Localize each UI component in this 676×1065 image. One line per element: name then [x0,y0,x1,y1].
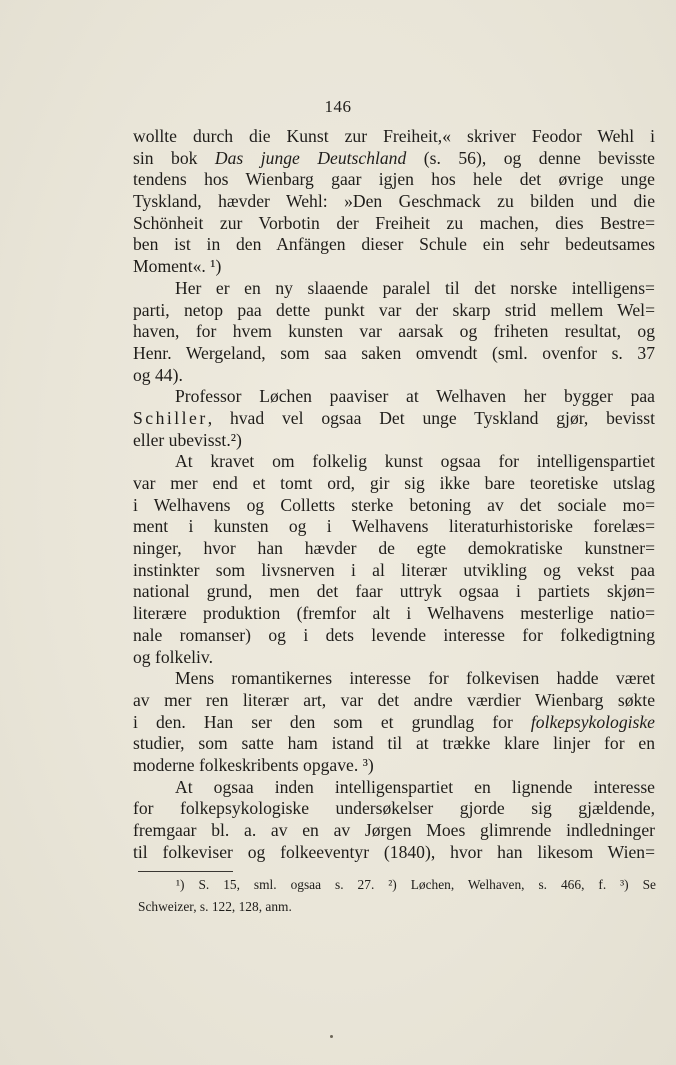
text-line: og 44). [133,364,183,385]
text-fragment: sin bok [133,147,215,168]
text-line: national grund, men det faar uttryk ogsaa i partiets skjøn= [133,581,655,602]
text-line: ninger, hvor han hævder de egte demokratiske kunstner= [133,538,655,559]
paragraph-start-line: Mens romantikernes interesse for folkevisen hadde været [175,668,655,689]
text-line: Henr. Wergeland, som saa saken omvendt (sml. ovenfor s. 37 [133,342,655,363]
text-line: for folkepsykologiske undersøkelser gjorde sig gjældende, [133,798,655,819]
text-line: til folkeviser og folkeeventyr (1840), hvor han likesom Wien= [133,841,655,862]
text-line: haven, for hvem kunsten var aarsak og friheten resultat, og [133,321,655,342]
footnote-separator [138,871,233,872]
text-line: og folkeliv. [133,646,213,667]
text-line: av mer ren literær art, var det andre værdier Wienbarg søkte [133,689,655,710]
text-line: tendens hos Wienbarg gaar igjen hos hele det øvrige unge [133,169,655,190]
text-line-spaced-name [133,408,655,430]
text-line: i Welhavens og Colletts sterke betoning av det sociale mo= [133,494,655,515]
italic-word: folkepsykologiske [530,711,655,732]
text-line: eller ubevisst.²) [133,429,242,450]
spaced-name: Schiller [133,407,208,428]
text-line-with-italic-title [133,148,655,170]
page-number: 146 [324,97,352,116]
footnotes [138,874,656,918]
paper-speck [330,1035,333,1038]
text-line: var mer end et tomt ord, gir sig ikke bare teoretiske utslag [133,473,655,493]
text-line: moderne folkeskribents opgave. ³) [133,754,374,775]
text-line: nale romanser) og i dets levende interesse for folkedigtning [133,624,655,645]
paragraph-start-line: At kravet om folkelig kunst ogsaa for intelligenspartiet [175,451,655,472]
body-text [133,126,655,863]
text-line: Schönheit zur Vorbotin der Freiheit zu machen, dies Bestre= [133,212,655,233]
text-line: studier, som satte ham istand til at trække klare linjer for en [133,733,655,754]
text-line: ment i kunsten og i Welhavens literaturhistoriske forelæs= [133,516,655,537]
text-fragment: , hvad vel ogsaa Det unge Tyskland gjør, bevisst [207,407,655,428]
text-fragment: i den. Han ser den som et grundlag for [133,711,531,732]
text-line-with-italic-word [133,712,655,734]
text-line: instinkter som livsnerven i al literær utvikling og vekst paa [133,559,655,580]
paragraph-start-line: At ogsaa inden intelligenspartiet en lignende interesse [175,776,655,797]
book-title-italic: Das junge Deutschland [214,147,407,168]
text-line: wollte durch die Kunst zur Freiheit,« skriver Feodor Wehl i [133,126,655,146]
paragraph-start-line: Her er en ny slaaende paralel til det norske intelligens= [175,277,655,298]
text-line: literære produktion (fremfor alt i Welhavens mesterlige natio= [133,603,655,624]
paragraph-start-line: Professor Løchen paaviser at Welhaven her bygger paa [175,386,655,407]
text-line: ben ist in den Anfängen dieser Schule ein sehr bedeutsames [133,234,655,255]
text-line: parti, netop paa dette punkt var der skarp strid mellem Wel= [133,299,655,320]
footnote-line: Schweizer, s. 122, 128, anm. [138,899,292,914]
text-fragment: (s. 56), og denne bevisste [406,147,655,168]
text-line: Moment«. ¹) [133,256,222,277]
text-line: fremgaar bl. a. av en av Jørgen Moes glimrende indledninger [133,820,655,840]
text-line: Tyskland, hævder Wehl: »Den Geschmack zu bilden und die [133,191,655,212]
footnote-line: ¹) S. 15, sml. ogsaa s. 27. ²) Løchen, Welhaven, s. 466, f. ³) Se [176,877,656,892]
